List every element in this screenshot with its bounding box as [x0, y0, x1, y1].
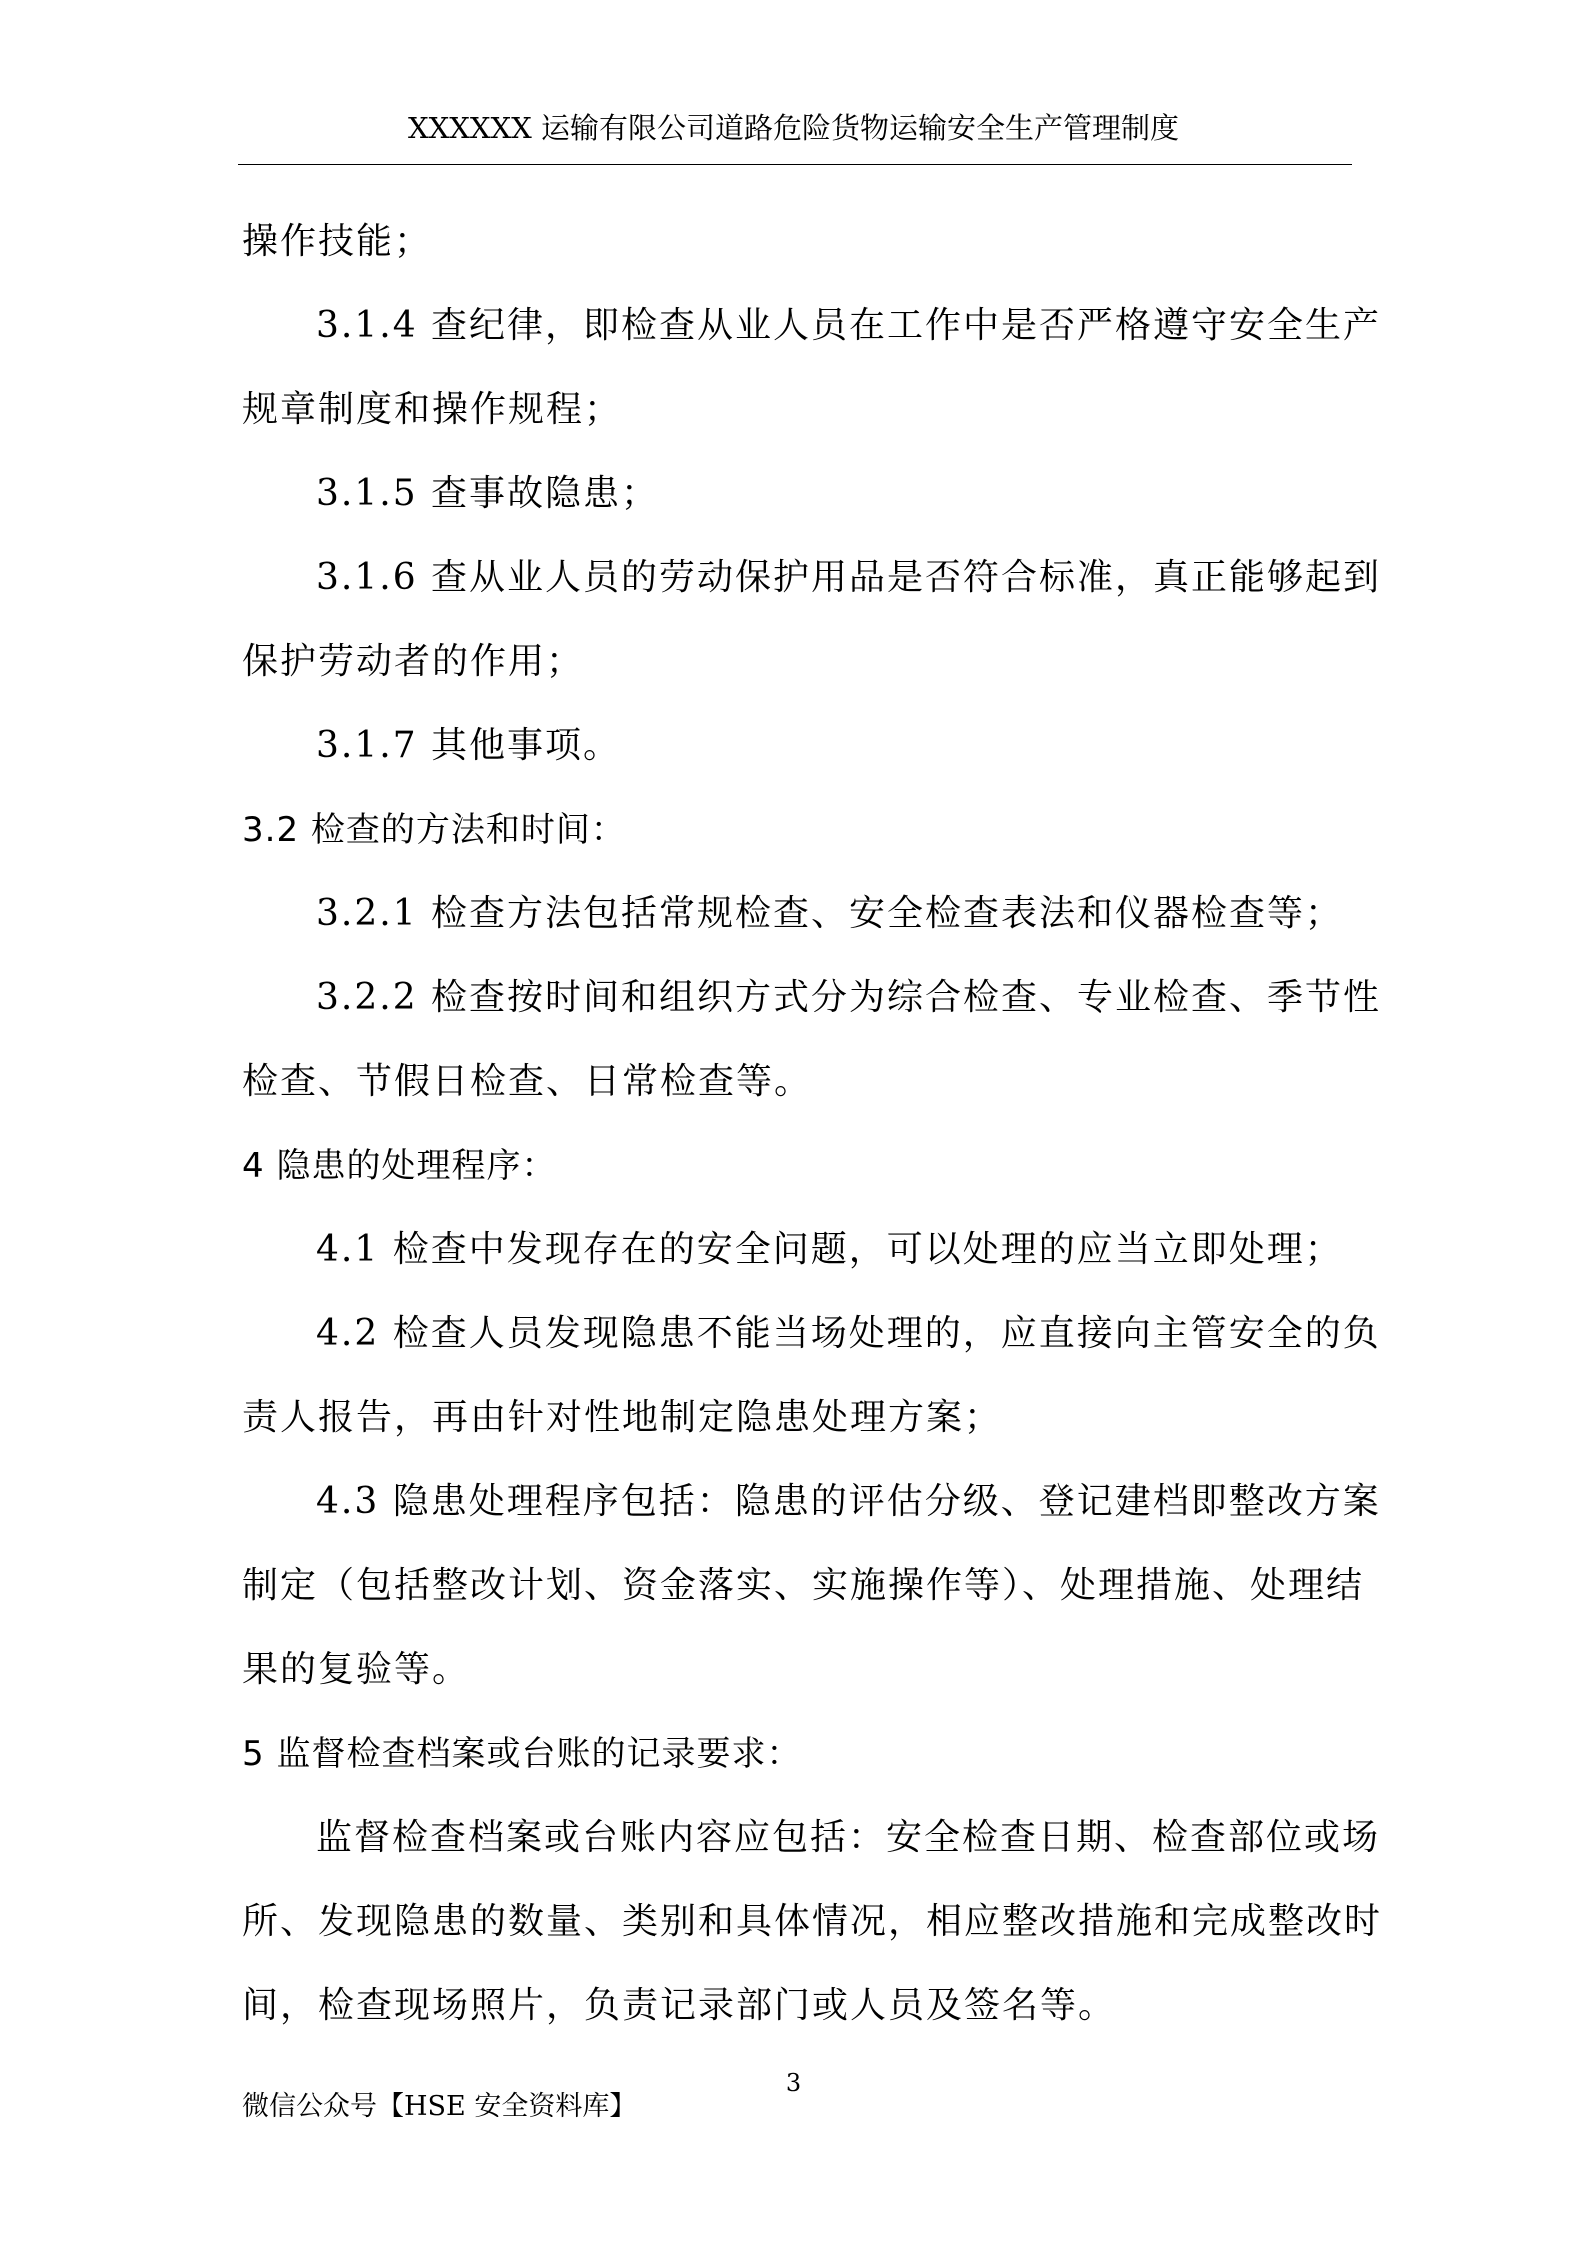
paragraph-line: 果的复验等。	[242, 1649, 471, 1690]
paragraph-line: 3.1.4 查纪律，即检查从业人员在工作中是否严格遵守安全生产	[316, 305, 1382, 346]
paragraph-line: 检查、节假日检查、日常检查等。	[242, 1061, 813, 1102]
paragraph-line: 3.1.7 其他事项。	[316, 725, 622, 766]
footer-source: 微信公众号【HSE 安全资料库】	[242, 2091, 637, 2122]
paragraph-line: 保护劳动者的作用；	[242, 641, 585, 682]
paragraph-line: 4.2 检查人员发现隐患不能当场处理的，应直接向主管安全的负	[316, 1313, 1381, 1354]
paragraph-line: 4.1 检查中发现存在的安全问题，可以处理的应当立即处理；	[316, 1229, 1343, 1270]
header-divider	[238, 164, 1352, 165]
paragraph-line: 监督检查档案或台账内容应包括：安全检查日期、检查部位或场	[316, 1817, 1381, 1858]
paragraph-line: 操作技能；	[242, 221, 433, 262]
paragraph-line: 3.1.6 查从业人员的劳动保护用品是否符合标准，真正能够起到	[316, 557, 1382, 598]
paragraph-line: 3.2.2 检查按时间和组织方式分为综合检查、专业检查、季节性	[316, 977, 1382, 1018]
paragraph-line: 3.1.5 查事故隐患；	[316, 473, 660, 514]
paragraph-line: 规章制度和操作规程；	[242, 389, 623, 430]
document-body	[242, 200, 1383, 2048]
page-number: 3	[785, 2069, 802, 2097]
paragraph-line: 间，检查现场照片，负责记录部门或人员及签名等。	[242, 1985, 1117, 2026]
paragraph-line: 制定（包括整改计划、资金落实、实施操作等）、处理措施、处理结	[242, 1565, 1365, 1606]
paragraph-line: 4.3 隐患处理程序包括：隐患的评估分级、登记建档即整改方案	[316, 1481, 1381, 1522]
paragraph-line: 所、发现隐患的数量、类别和具体情况，相应整改措施和完成整改时	[242, 1901, 1383, 1942]
section-heading: 3.2 检查的方法和时间：	[242, 810, 626, 850]
paragraph-line: 3.2.1 检查方法包括常规检查、安全检查表法和仪器检查等；	[316, 893, 1344, 934]
page-header: XXXXXX 运输有限公司道路危险货物运输安全生产管理制度	[407, 111, 1180, 145]
section-heading: 4 隐患的处理程序：	[242, 1146, 557, 1186]
paragraph-line: 责人报告，再由针对性地制定隐患处理方案；	[242, 1397, 1003, 1438]
section-heading: 5 监督检查档案或台账的记录要求：	[242, 1734, 802, 1774]
